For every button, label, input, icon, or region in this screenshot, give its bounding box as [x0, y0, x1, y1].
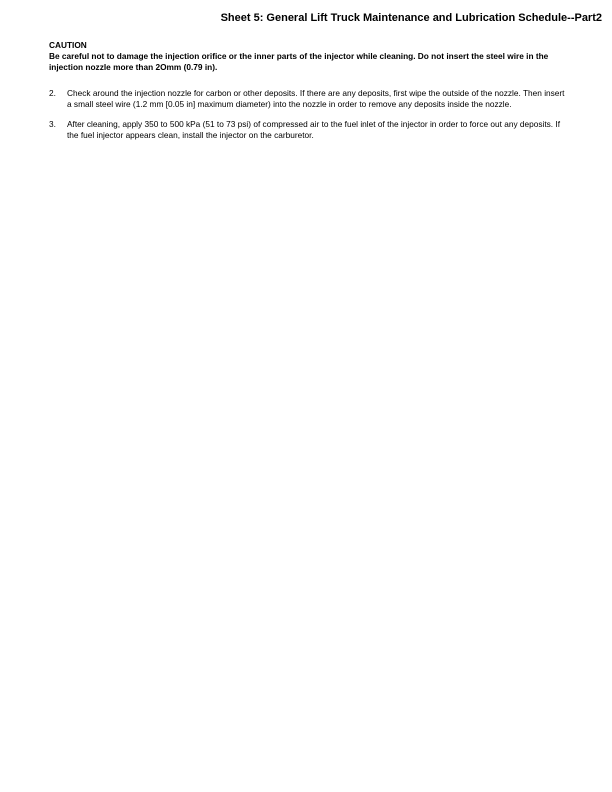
caution-heading: CAUTION — [49, 40, 87, 50]
step-number: 3. — [49, 119, 56, 129]
step-text: After cleaning, apply 350 to 500 kPa (51 to 73 psi) of compressed air to the fuel inlet of the injector in order to force out any deposits. If the fuel injector appears clean, install the injector on the carburetor. — [67, 119, 561, 140]
page-title: Sheet 5: General Lift Truck Maintenance and Lubrication Schedule--Part2 — [220, 12, 602, 24]
caution-text: Be careful not to damage the injection orifice or the inner parts of the injector while cleaning. Do not insert the steel wire in the injection nozzle more than 2Omm (0.79 in). — [49, 51, 549, 72]
step-number: 2. — [49, 88, 56, 98]
list-item — [49, 119, 569, 141]
step-text: Check around the injection nozzle for carbon or other deposits. If there are any deposits, first wipe the outside of the nozzle. Then insert a small steel wire (1.2 mm [0.05 in] maximum diameter) into the nozzle in order to remove any deposits inside the nozzle. — [67, 88, 565, 109]
caution-block — [49, 40, 569, 73]
procedure-steps — [49, 88, 569, 150]
list-item — [49, 88, 569, 110]
